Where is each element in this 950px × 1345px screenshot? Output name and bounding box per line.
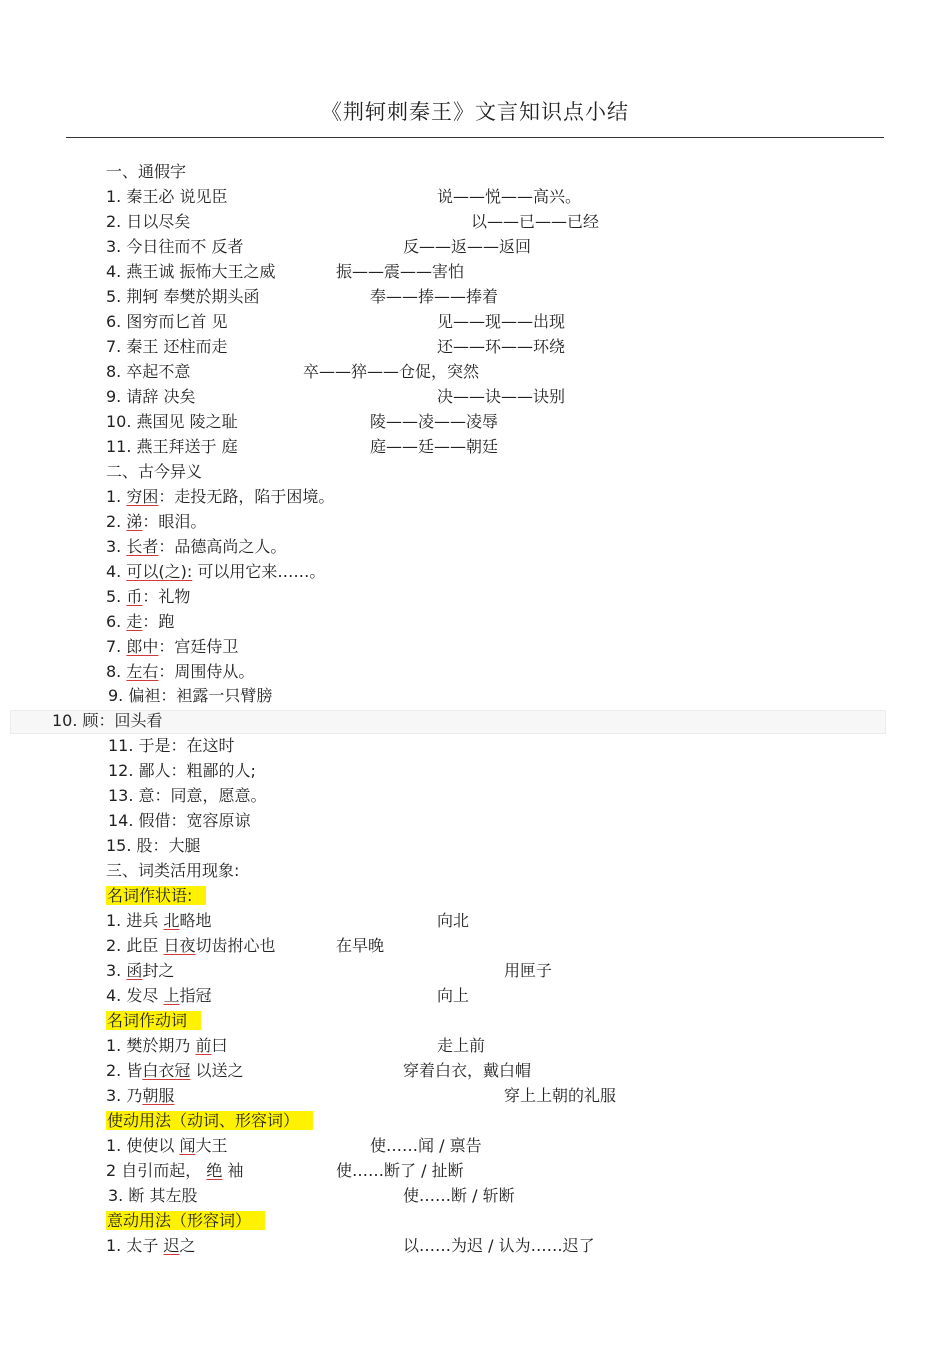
item-text: 封之 xyxy=(142,961,175,980)
item-text: 1. 使使以 xyxy=(106,1136,180,1155)
list-item xyxy=(106,610,174,634)
term: 前 xyxy=(195,1036,212,1055)
item-note: 以——已——已经 xyxy=(471,212,600,231)
term: 股 xyxy=(136,836,153,855)
term: 假借 xyxy=(138,811,171,830)
list-item: 5. 荆轲 奉樊於期头函 xyxy=(106,287,260,306)
item-note: 说——悦——高兴。 xyxy=(437,187,582,206)
term: 郎中 xyxy=(126,637,159,656)
item-text: 4. 发尽 xyxy=(106,986,164,1005)
highlighted-label: 名词作动词 xyxy=(106,1011,201,1030)
definition: ：宫廷侍卫 xyxy=(158,637,239,656)
list-item xyxy=(108,684,272,708)
list-item xyxy=(108,784,267,808)
list-item: 6. 图穷而匕首 见 xyxy=(106,312,228,331)
item-note: 向北 xyxy=(437,911,470,930)
item-number: 5. xyxy=(106,587,127,606)
term: 上 xyxy=(163,986,180,1005)
item-number: 11. xyxy=(108,736,139,755)
term: 于是 xyxy=(138,736,171,755)
list-item xyxy=(106,1159,243,1183)
item-text: 3. xyxy=(106,961,127,980)
item-text: 2. 皆 xyxy=(106,1061,143,1080)
term: 迟 xyxy=(163,1236,180,1255)
definition: ：回头看 xyxy=(98,711,163,730)
list-item: 4. 燕王诚 振怖大王之威 xyxy=(106,262,276,281)
item-number: 12. xyxy=(108,761,139,780)
list-item: 8. 卒起不意 xyxy=(106,362,191,381)
item-note: 卒——猝——仓促，突然 xyxy=(303,362,480,381)
term: 北 xyxy=(163,911,180,930)
group-label xyxy=(106,884,206,908)
item-note: 见——现——出现 xyxy=(437,312,566,331)
list-item xyxy=(106,485,334,509)
item-note: 穿上上朝的礼服 xyxy=(504,1086,617,1105)
list-item xyxy=(108,809,251,833)
term: 币 xyxy=(126,587,143,606)
item-note: 在早晚 xyxy=(336,936,385,955)
list-item xyxy=(106,535,286,559)
term: 日夜 xyxy=(163,936,196,955)
term: 绝 xyxy=(206,1161,223,1180)
definition: ：在这时 xyxy=(170,736,235,755)
item-note: 以……为迟 / 认为……迟了 xyxy=(403,1236,595,1255)
term: 鄙人 xyxy=(138,761,171,780)
item-note: 使……闻 / 禀告 xyxy=(370,1136,482,1155)
item-number: 13. xyxy=(108,786,139,805)
item-number: 9. xyxy=(108,686,129,705)
item-text: 1. 进兵 xyxy=(106,911,164,930)
list-item xyxy=(106,984,211,1008)
group-label xyxy=(106,1009,201,1033)
item-note: 使……断了 / 扯断 xyxy=(336,1161,464,1180)
item-text: 3. 断 其左股 xyxy=(108,1186,198,1205)
item-text: 之 xyxy=(179,1236,196,1255)
list-item xyxy=(106,959,174,983)
item-text: 以送之 xyxy=(190,1061,244,1080)
item-text: 袖 xyxy=(222,1161,244,1180)
term: 涕 xyxy=(126,512,143,531)
term: 意 xyxy=(138,786,155,805)
item-text: 切齿拊心也 xyxy=(195,936,276,955)
term: 可以(之): xyxy=(126,562,193,581)
list-item xyxy=(106,834,201,858)
list-item xyxy=(106,560,325,584)
item-number: 4. xyxy=(106,562,127,581)
item-text: 1. 樊於期乃 xyxy=(106,1036,196,1055)
highlighted-label: 使动用法（动词、形容词） xyxy=(106,1111,313,1130)
list-item: 2. 日以尽矣 xyxy=(106,212,191,231)
document-title: 《荆轲刺秦王》文言知识点小结 xyxy=(321,100,629,124)
list-item xyxy=(106,1134,227,1158)
list-item xyxy=(106,585,190,609)
definition: ：礼物 xyxy=(142,587,191,606)
list-item: 7. 秦王 还柱而走 xyxy=(106,337,228,356)
item-text: 略地 xyxy=(179,911,212,930)
item-note: 奉——捧——捧着 xyxy=(370,287,499,306)
item-number: 15. xyxy=(106,836,137,855)
definition: ：粗鄙的人; xyxy=(170,761,256,780)
item-text: 指冠 xyxy=(179,986,212,1005)
list-item: 1. 秦王必 说见臣 xyxy=(106,187,228,206)
item-note: 用匣子 xyxy=(504,961,553,980)
item-text: 曰 xyxy=(211,1036,228,1055)
item-text: 大王 xyxy=(195,1136,228,1155)
list-item xyxy=(106,934,275,958)
group-label xyxy=(106,1109,313,1133)
title-rule xyxy=(66,137,884,138)
definition: 可以用它来……。 xyxy=(192,562,326,581)
definition: ：品德高尚之人。 xyxy=(158,537,287,556)
term: 顾 xyxy=(82,711,99,730)
item-number: 10. xyxy=(52,711,83,730)
item-text: 2. 此臣 xyxy=(106,936,164,955)
item-number: 7. xyxy=(106,637,127,656)
group-label xyxy=(106,1209,265,1233)
list-item: 3. 今日往而不 反者 xyxy=(106,237,244,256)
item-note: 振——震——害怕 xyxy=(336,262,465,281)
section-heading: 二、古今异义 xyxy=(106,462,203,481)
item-note: 使……断 / 斩断 xyxy=(403,1186,515,1205)
item-number: 14. xyxy=(108,811,139,830)
term: 函 xyxy=(126,961,143,980)
term: 穷困 xyxy=(126,487,159,506)
definition: ：袒露一只臂膀 xyxy=(160,686,273,705)
list-item xyxy=(106,1034,227,1058)
item-note: 穿着白衣，戴白帽 xyxy=(403,1061,532,1080)
definition: ：走投无路，陷于困境。 xyxy=(158,487,335,506)
item-text: 2 自引而起， xyxy=(106,1161,207,1180)
highlighted-label: 意动用法（形容词） xyxy=(106,1211,265,1230)
list-item: 10. 燕国见 陵之耻 xyxy=(106,412,238,431)
term: 闻 xyxy=(179,1136,196,1155)
item-number: 6. xyxy=(106,612,127,631)
definition: ：眼泪。 xyxy=(142,512,207,531)
item-note: 陵——凌——凌辱 xyxy=(370,412,499,431)
list-item xyxy=(52,709,163,733)
item-note: 还——环——环绕 xyxy=(437,337,566,356)
list-item: 11. 燕王拜送于 庭 xyxy=(106,437,238,456)
item-note: 反——返——返回 xyxy=(403,237,532,256)
term: 朝服 xyxy=(142,1086,175,1105)
term: 长者 xyxy=(126,537,159,556)
list-item xyxy=(106,1234,195,1258)
definition: ：周围侍从。 xyxy=(158,662,255,681)
list-item xyxy=(106,1059,243,1083)
list-item: 9. 请辞 决矣 xyxy=(106,387,196,406)
list-item xyxy=(106,635,238,659)
section-heading: 三、词类活用现象: xyxy=(106,861,240,880)
list-item xyxy=(106,510,206,534)
item-text: 3. 乃 xyxy=(106,1086,143,1105)
list-item xyxy=(106,1084,174,1108)
list-item xyxy=(106,660,254,684)
term: 左右 xyxy=(126,662,159,681)
item-number: 3. xyxy=(106,537,127,556)
item-note: 庭——廷——朝廷 xyxy=(370,437,499,456)
term: 白衣冠 xyxy=(142,1061,191,1080)
highlighted-label: 名词作状语: xyxy=(106,886,206,905)
list-item xyxy=(106,909,211,933)
list-item xyxy=(108,759,256,783)
list-item xyxy=(108,1184,197,1208)
definition: ：宽容原谅 xyxy=(170,811,251,830)
section-heading: 一、通假字 xyxy=(106,162,187,181)
item-note: 决——诀——诀别 xyxy=(437,387,566,406)
item-text: 1. 太子 xyxy=(106,1236,164,1255)
item-number: 1. xyxy=(106,487,127,506)
item-note: 走上前 xyxy=(437,1036,486,1055)
term: 偏袒 xyxy=(128,686,161,705)
term: 走 xyxy=(126,612,143,631)
definition: ：跑 xyxy=(142,612,175,631)
item-number: 8. xyxy=(106,662,127,681)
item-number: 2. xyxy=(106,512,127,531)
item-note: 向上 xyxy=(437,986,470,1005)
list-item xyxy=(108,734,235,758)
definition: ：同意，愿意。 xyxy=(154,786,267,805)
definition: ：大腿 xyxy=(152,836,201,855)
